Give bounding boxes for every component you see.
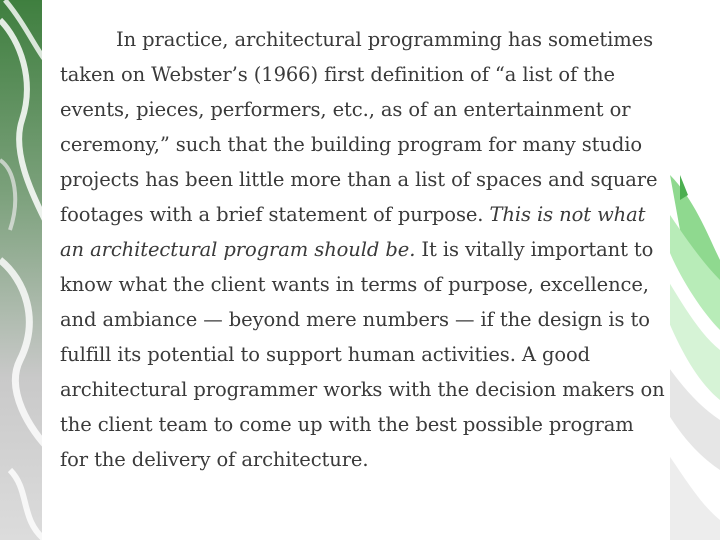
paragraph-text-part2: It is vitally important to know what the client wants in terms of purpose, excellence, and ambiance — beyond mere numbers — if the design is to fulfill its potential to support human activities. A good architectural programmer works with the decision makers on the client team to come up with the best possible program for the delivery of architecture. bbox=[60, 238, 665, 471]
body-paragraph bbox=[60, 22, 666, 477]
paragraph-text-part1: In practice, architectural programming has sometimes taken on Webster’s (1966) first definition of “a list of the events, pieces, performers, etc., as of an entertainment or ceremony,” such that the building program for many studio projects has been little more than a list of spaces and square footages with a brief statement of purpose. bbox=[60, 28, 658, 226]
paragraph-emphasis: This is not what an architectural program should be. bbox=[60, 203, 646, 261]
text-panel bbox=[42, 0, 670, 540]
